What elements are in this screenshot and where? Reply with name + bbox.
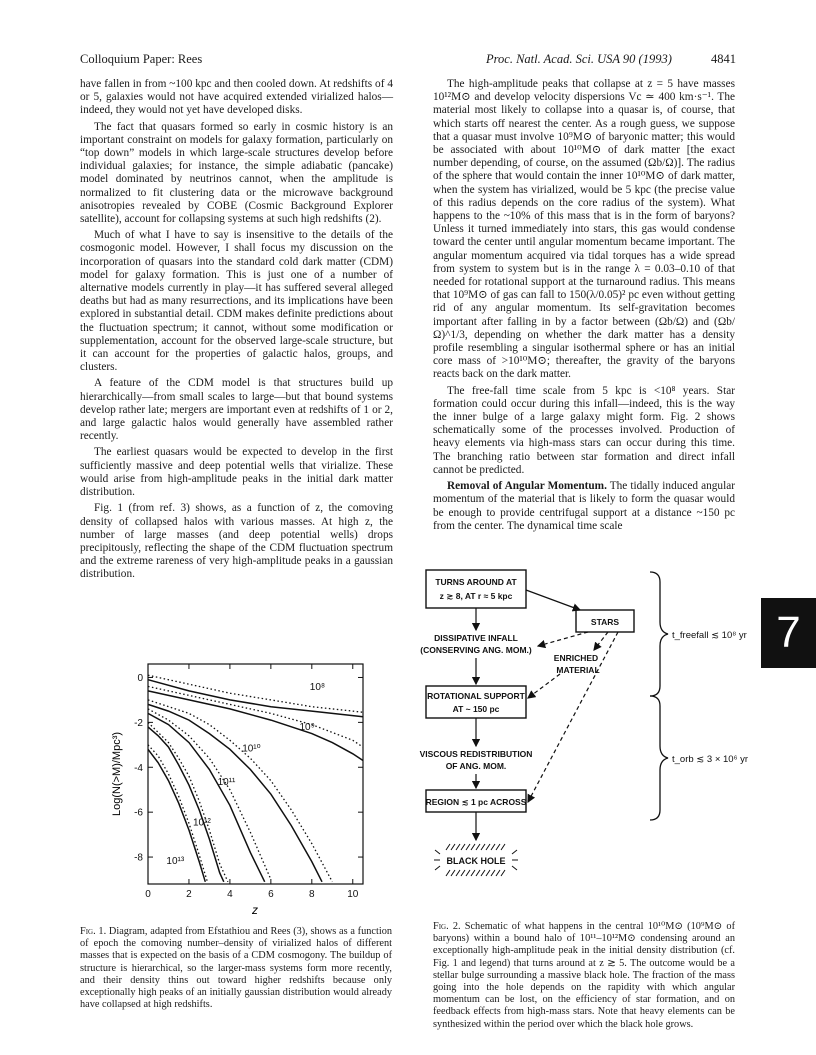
dashed-arrow-enriched-to-rotational xyxy=(528,674,560,698)
dissipative-label: DISSIPATIVE INFALL xyxy=(434,633,518,643)
right-column xyxy=(433,78,735,536)
y-tick-label: -8 xyxy=(134,852,143,864)
region-label: REGION ≲ 1 pc ACROSS xyxy=(425,797,527,807)
figure-1-caption xyxy=(80,926,392,1011)
journal-citation: Proc. Natl. Acad. Sci. USA 90 (1993) xyxy=(486,52,672,66)
x-tick-label: 4 xyxy=(227,889,233,900)
dashed-arrow-stars-to-enriched xyxy=(594,632,608,650)
paragraph: Much of what I have to say is insensitive to the details of the cosmogonic model. However, I shall focus my discussion on the incorporation of quasars into the standard cold dark matter (CDM) model for galaxy formation. This is just one of a number of alternative models currently in play—it has suffered several alleged deaths but had as many resurrections, and its implications have been explored in substantial detail. CDM makes definite predictions about the fluctuation spectrum; it cannot, without some modification or supplementation, account for the observed large-scale structure, but it can account for the properties of galactic halos, groups, and clusters. xyxy=(80,229,393,374)
x-tick-label: 8 xyxy=(309,889,315,900)
y-axis-label: Log(N(>M)/Mpc³) xyxy=(111,731,123,817)
series-label: 10¹⁰ xyxy=(242,743,261,755)
page-number: 4841 xyxy=(711,52,736,66)
dashed-arrow-stars-to-infall xyxy=(538,632,588,646)
viscous-note: OF ANG. MOM. xyxy=(445,761,507,771)
orbital-brace xyxy=(650,696,668,820)
series-label: 10¹³ xyxy=(166,855,185,867)
caption-text: Diagram, adapted from Efstathiou and Rees (3), shows as a function of epoch the comoving number–density of virialized halos of different masses that is expected on the basis of a CDM cosmogony. The buildup of structure is hierarchical, so the larger-mass systems form more recently, and their density thins out toward higher redshifts because only exceptionally high peaks of an initially gaussian distribution would already have collapsed at high redshifts. xyxy=(80,926,392,1011)
freefall-brace xyxy=(650,572,668,696)
arrow-to-stars xyxy=(526,590,580,610)
section-text: The tidally induced angular momentum of the material that is likely to form the quasar would be enough to provide centrifugal support at a distance ~150 pc from the center. The dynamical time scale xyxy=(433,480,735,532)
paragraph: The free-fall time scale from 5 kpc is <10⁸ years. Star formation could occur during this infall—indeed, this is the way the inner bulge of a large galaxy might form. Fig. 2 shows schematically some of the processes involved. Production of heavy elements via high-mass stars can occur during this time. The branching ratio between star formation and direct infall cannot be predicted. xyxy=(433,384,735,476)
paragraph: The high-amplitude peaks that collapse at z = 5 have masses 10¹²M⊙ and develop velocity dispersions Vc ≃ 400 km·s⁻¹. The material most likely to collapse into a quasar is, of course, that which starts off nearest the center. As a rough guess, we suppose that a quasar must involve 10⁹M⊙ of baryonic matter; this would be associated with about 10¹⁰M⊙ of dark matter [the exact number depending, of course, on the assumed (Ωb/Ω)]. The radius of the sphere that would contain the inner 10¹⁰M⊙ of dark matter, when the system has virialized, would be 5 kpc (the precise value of this radius depends on the core radius of the system). What happens to the ~10% of this mass that is in the form of baryons? Unless it turned immediately into stars, this gas would condense toward the center until angular momentum became important. The angular momentum acquired via tidal torques has a wide spread from system to system but is in the range λ = 0.03–0.10 of that needed for rotational support at the turnaround radius. This means that 10⁹M⊙ of gas can fall to 150(λ/0.05)² pc even without getting rid of any angular momentum. Its self-gravitation becomes important after falling in by a factor between (Ωb/Ω) and (Ωb/Ω)^1/3, depending on whether the dark matter has a density profile resembling a singular isothermal sphere or has an initial core mass of >10¹⁰M⊙; thereafter, the gravity of the baryons reacts back on the dark matter. xyxy=(433,78,735,381)
freefall-time-label: t_freefall ≲ 10⁸ yr xyxy=(672,630,747,641)
enriched-label: ENRICHED xyxy=(553,653,599,663)
x-tick-label: 6 xyxy=(268,889,274,900)
y-tick-label: 0 xyxy=(137,672,143,684)
series-label: 10⁹ xyxy=(299,722,315,734)
turnaround-condition: z ≳ 8, AT r ≈ 5 kpc xyxy=(439,591,513,601)
figure-1-chart xyxy=(110,660,372,920)
x-tick-label: 0 xyxy=(145,889,151,900)
stars-label: STARS xyxy=(590,617,620,627)
paragraph: The fact that quasars formed so early in cosmic history is an important constraint on models for galaxy formation, particularly on “top down” models in which large-scale structures develop before individual galaxies; for instance, the simple adiabatic (pancake) model dominated by neutrinos cannot, when the amplitude is normalized to fit clustering data or the microwave background anisotropies revealed by COBE (Cosmic Background Explorer satellite), account for collapsing systems at such high redshifts (2). xyxy=(80,120,393,226)
figure-2-diagram xyxy=(418,562,748,892)
rotational-radius: AT ~ 150 pc xyxy=(452,704,500,714)
paragraph: A feature of the CDM model is that structures build up hierarchically—from small scales to large—but that bound systems develop rather late; mergers are important even at redshifts of 1 or 2, and large galactic halos would generally have assembled rather recently. xyxy=(80,377,393,443)
caption-label: Fig. 1. xyxy=(80,926,107,937)
left-column xyxy=(80,78,393,585)
running-header: Colloquium Paper: Rees xyxy=(80,52,203,66)
y-tick-label: -6 xyxy=(134,807,143,819)
paragraph xyxy=(433,480,735,533)
series-line-solid xyxy=(148,727,224,882)
section-heading: Removal of Angular Momentum. xyxy=(447,480,607,493)
paragraph: The earliest quasars would be expected to develop in the first sufficiently massive and deep potential wells that virialize. These would arise from high-amplitude peaks in the initial dark matter distribution. xyxy=(80,446,393,499)
x-tick-label: 2 xyxy=(186,889,192,900)
viscous-label: VISCOUS REDISTRIBUTION xyxy=(419,749,533,759)
figure-2-caption xyxy=(433,921,735,1031)
plot-frame xyxy=(148,664,363,884)
paragraph: Fig. 1 (from ref. 3) shows, as a function of z, the comoving density of collapsed halos with various masses. At high z, the number of large masses (and deep potential wells) drops precipitously, reflecting the shape of the CDM fluctuation spectrum and the extreme rareness of very high-amplitude peaks in a gaussian distribution. xyxy=(80,502,393,581)
y-tick-label: -4 xyxy=(134,762,143,774)
enriched-material-label: MATERIAL xyxy=(556,665,600,675)
rotational-label: ROTATIONAL SUPPORT xyxy=(427,691,525,701)
series-label: 10⁸ xyxy=(309,681,326,693)
turnaround-box xyxy=(426,570,526,608)
paragraph: have fallen in from ~100 kpc and then cooled down. At redshifts of 4 or 5, galaxies would not have acquired extended virialized halos—indeed, they would not yet have developed disks. xyxy=(80,78,393,117)
section-tab: 7 xyxy=(761,598,816,668)
turnaround-label: TURNS AROUND AT xyxy=(435,577,517,587)
orbital-time-label: t_orb ≲ 3 × 10⁶ yr xyxy=(672,754,748,765)
x-axis-label: z xyxy=(252,903,258,917)
dissipative-note: (CONSERVING ANG. MOM.) xyxy=(420,645,532,655)
y-tick-label: -2 xyxy=(134,717,143,729)
series-label: 10¹² xyxy=(193,817,211,829)
series-label: 10¹¹ xyxy=(217,777,236,789)
x-tick-label: 10 xyxy=(347,889,359,900)
caption-text: Schematic of what happens in the central 10¹⁰M⊙ (10⁹M⊙ of baryons) within a bound halo of 10¹¹–10¹²M⊙ condensing around an exceptionally high-amplitude peak in the initial density distribution (cf. Fig. 1 and legend) that turns around at z ≳ 5. The outcome would be a stellar bulge surrounding a massive black hole. The fraction of the mass going into the hole depends on the rapidity with which angular momentum can be lost, on the efficiency of star formation, and on feedback effects from high-mass stars. Note that heavy elements can be synthesized within the period over which the black hole grows. xyxy=(433,921,736,1030)
black-hole-label: BLACK HOLE xyxy=(446,856,506,866)
caption-label: Fig. 2. xyxy=(433,921,461,932)
